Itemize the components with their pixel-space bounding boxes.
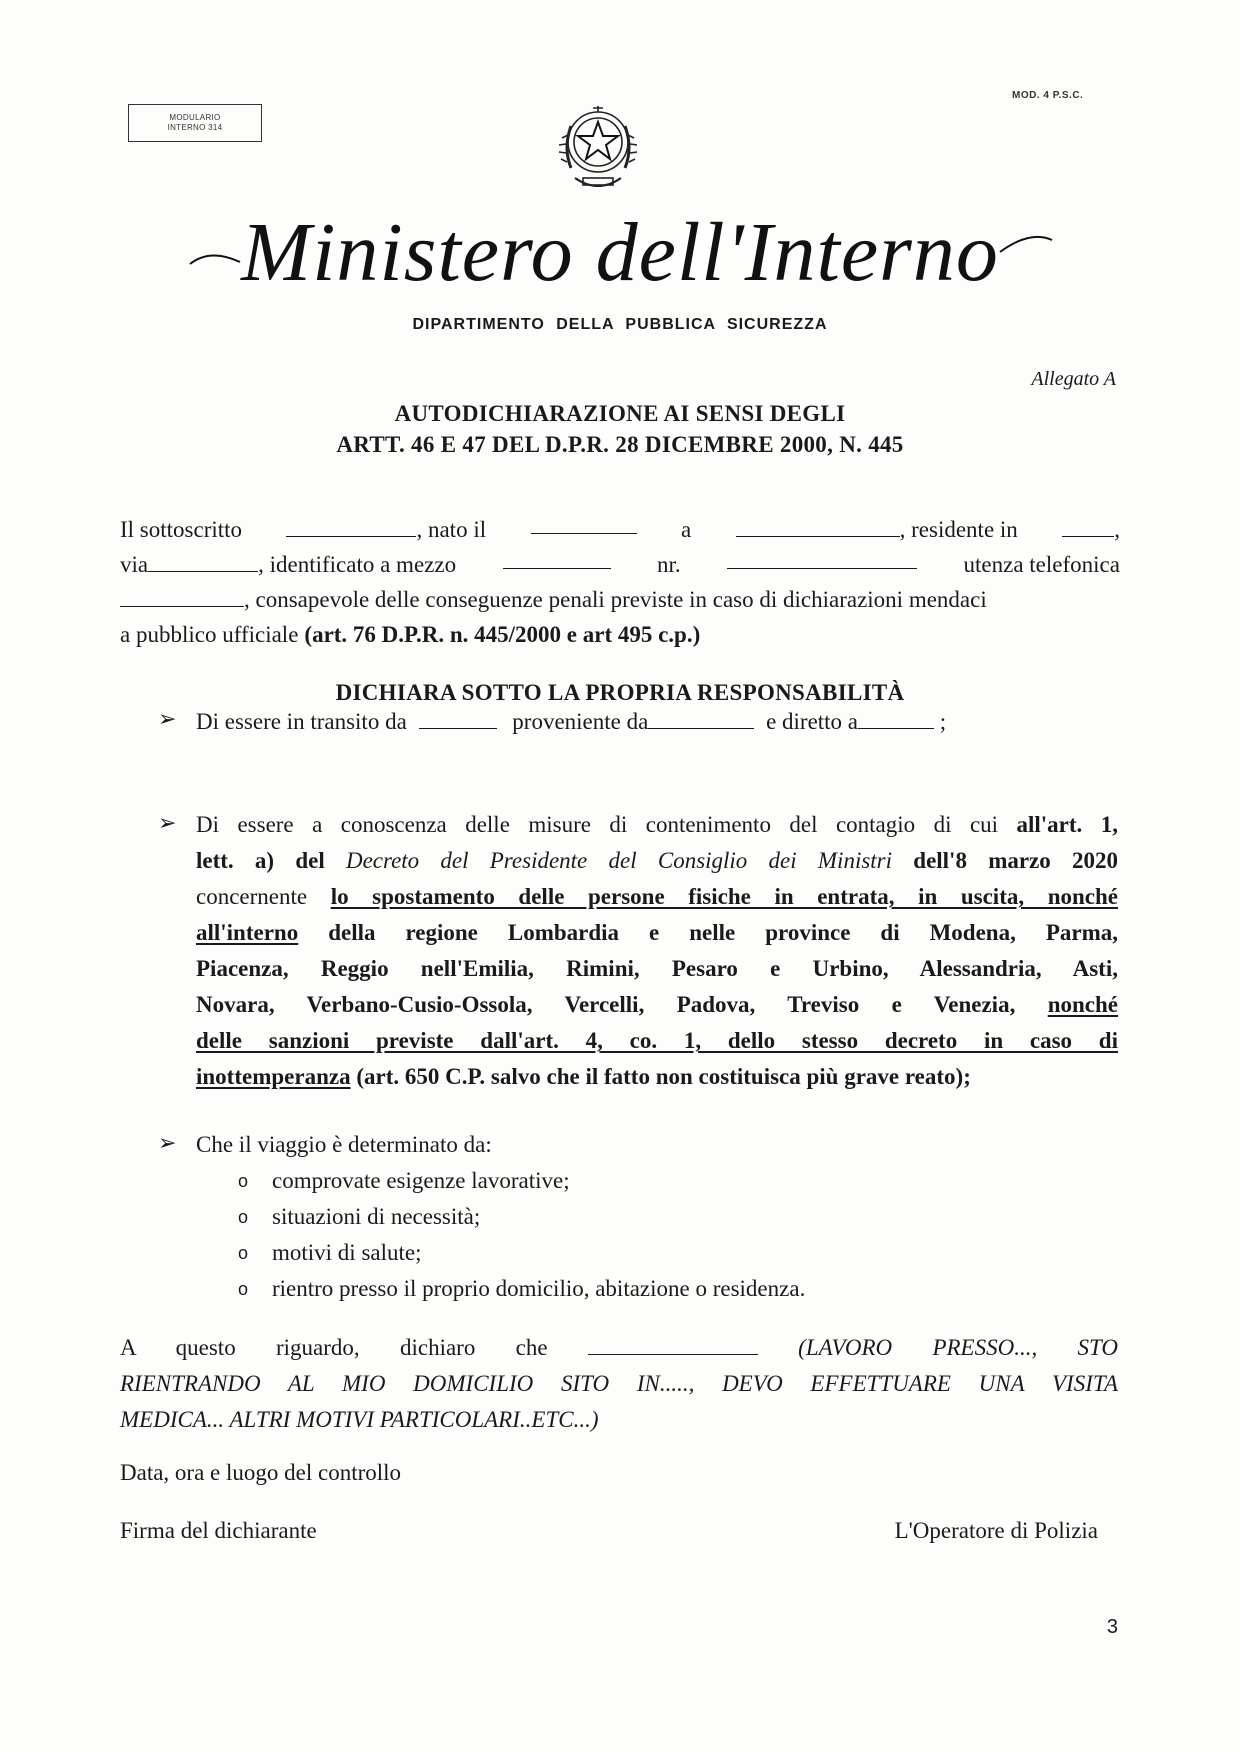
label-residente-in: , residente in [899,517,1018,542]
reason-line-3: MEDICA... ALTRI MOTIVI PARTICOLARI..ETC...) [120,1407,599,1432]
awareness-line-3: concernente lo spostamento delle persone fisiche in entrata, in uscita, nonché [196,884,1118,909]
label-pubblico-ufficiale: a pubblico ufficiale [120,622,299,647]
legal-articles: (art. 76 D.P.R. n. 445/2000 e art 495 c.p.) [304,622,701,647]
document-number-blank[interactable] [727,547,917,569]
republic-emblem-icon [553,98,643,198]
street-blank[interactable] [148,550,258,572]
destination-blank[interactable] [858,707,934,729]
ministry-title-text: Ministero dell'Interno [241,206,999,299]
intro-line-2 [120,547,1120,582]
awareness-line-7: delle sanzioni previste dall'art. 4, co. 1, dello stesso decreto in caso di [196,1028,1118,1053]
circle-bullet-icon: o [238,1279,249,1299]
label-diretto: e diretto a [766,709,859,734]
reason-declaration [120,1330,1118,1438]
label-transito: Di essere in transito da [196,709,407,734]
reason-line-1: A questo riguardo, dichiaro che (LAVORO PRESSO..., STO [120,1335,1119,1360]
list-item [238,1199,805,1235]
awareness-line-6: Novara, Verbano-Cusio-Ossola, Vercelli, Padova, Treviso e Venezia, nonché [196,992,1118,1017]
comma: , [1114,517,1120,542]
arrow-bullet-icon: ➢ [158,706,177,731]
reason-work: comprovate esigenze lavorative; [272,1168,570,1193]
intro-line-4 [120,617,1120,652]
declaration-heading: DICHIARA SOTTO LA PROPRIA RESPONSABILITÀ [335,680,905,705]
arrow-bullet-icon: ➢ [158,810,177,835]
document-type-blank[interactable] [503,547,611,569]
label-proveniente: proveniente da [512,709,649,734]
list-item [238,1235,805,1271]
transit-from-blank[interactable] [419,707,497,729]
intro-line-1 [120,512,1120,547]
awareness-statement [196,807,1118,1095]
transit-statement [196,704,1118,740]
label-identificato: , identificato a mezzo [258,552,457,577]
birthplace-blank[interactable] [736,515,900,537]
police-officer-label: L'Operatore di Polizia [894,1518,1098,1543]
phone-blank[interactable] [120,585,244,607]
reason-blank[interactable] [588,1333,758,1355]
reason-return-home: rientro presso il proprio domicilio, abitazione o residenza. [272,1276,806,1301]
travel-reason-list [238,1163,805,1307]
circle-bullet-icon: o [238,1171,249,1191]
travel-reason-intro: Che il viaggio è determinato da: [196,1132,492,1157]
allegato-label: Allegato A [1031,368,1116,390]
arrow-bullet-icon: ➢ [158,1130,177,1155]
label-nr: nr. [656,552,681,577]
document-title [0,398,1240,460]
list-item [238,1271,805,1307]
declarant-signature-label: Firma del dichiarante [120,1518,317,1543]
reason-line-2: RIENTRANDO AL MIO DOMICILIO SITO IN....., DEVO EFFETTUARE UNA VISITA [120,1371,1118,1396]
label-nato-il: , nato il [416,517,487,542]
label-via: via [120,552,149,577]
reason-health: motivi di salute; [272,1240,422,1265]
title-line-1: AUTODICHIARAZIONE AI SENSI DEGLI [394,401,846,426]
department-name: DIPARTIMENTO DELLA PUBBLICA SICUREZZA [412,316,828,333]
label-utenza: utenza telefonica [963,552,1120,577]
title-line-2: ARTT. 46 E 47 DEL D.P.R. 28 DICEMBRE 2000, N. 445 [336,432,904,457]
reason-necessity: situazioni di necessità; [272,1204,481,1229]
name-blank[interactable] [286,515,416,537]
label-sottoscritto: Il sottoscritto [120,517,243,542]
label-consapevole: , consapevole delle conseguenze penali previste in caso di dichiarazioni mendaci [244,587,987,612]
date-place-label: Data, ora e luogo del controllo [120,1460,402,1485]
form-box-line-2: INTERNO 314 [167,123,223,132]
list-item [238,1163,805,1199]
intro-paragraph [120,512,1120,652]
mod-code: MOD. 4 P.S.C. [1012,90,1084,101]
residence-blank[interactable] [1062,515,1114,537]
circle-bullet-icon: o [238,1243,249,1263]
form-code-box [128,104,262,142]
awareness-line-4: all'interno della regione Lombardia e nelle province di Modena, Parma, [196,920,1118,945]
awareness-line-5: Piacenza, Reggio nell'Emilia, Rimini, Pesaro e Urbino, Alessandria, Asti, [196,956,1118,981]
origin-blank[interactable] [648,707,754,729]
circle-bullet-icon: o [238,1207,249,1227]
form-box-line-1: MODULARIO [169,113,221,122]
page-number: 3 [1106,1616,1118,1638]
intro-line-3 [120,582,1120,617]
awareness-line-1: Di essere a conoscenza delle misure di contenimento del contagio di cui all'art. 1, [196,812,1118,837]
awareness-line-2: lett. a) del Decreto del Presidente del Consiglio dei Ministri dell'8 marzo 2020 [196,848,1119,873]
awareness-line-8: inottemperanza (art. 650 C.P. salvo che il fatto non costituisca più grave reato); [196,1064,971,1089]
birthdate-blank[interactable] [531,512,637,534]
ministry-title [180,192,1060,312]
semicolon: ; [939,709,947,734]
label-a: a [680,517,692,542]
